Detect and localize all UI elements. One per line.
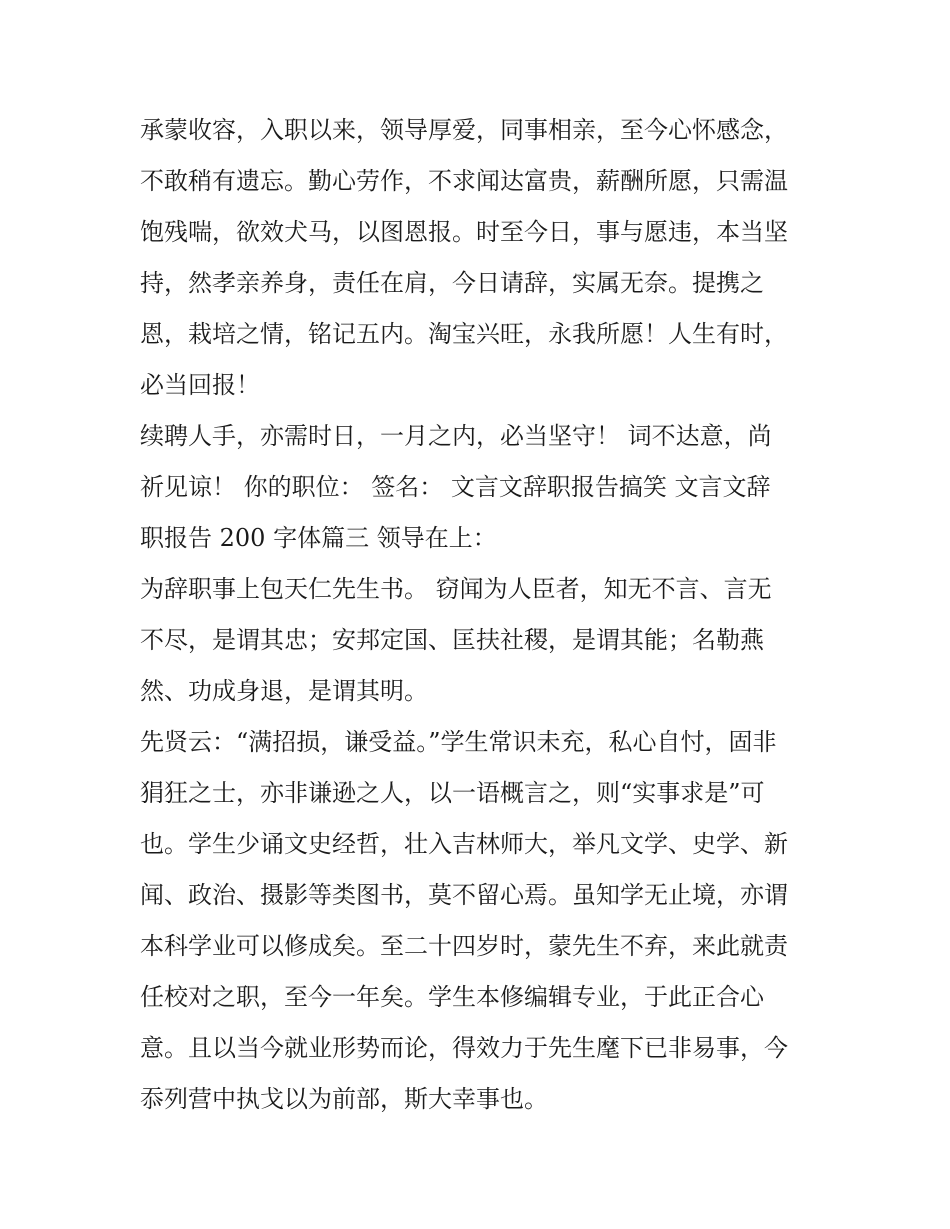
text-line: 任校对之职，至今一年矣。学生本修编辑专业，于此正合心	[140, 983, 764, 1011]
text-line: 忝列营中执戈以为前部，斯大幸事也。	[140, 1085, 548, 1113]
text-line: 职报告 200 字体篇三 领导在上：	[140, 524, 497, 552]
text-line: 为辞职事上包天仁先生书。 窃闻为人臣者，知无不言、言无	[140, 575, 772, 603]
text-line: 不敢稍有遗忘。勤心劳作，不求闻达富贵，薪酬所愿，只需温	[140, 167, 788, 195]
text-line: 续聘人手，亦需时日，一月之内，必当坚守！ 词不达意，尚	[140, 422, 772, 450]
text-line: 恩，栽培之情，铭记五内。淘宝兴旺，永我所愿！人生有时，	[140, 320, 788, 348]
text-line: 饱残喘，欲效犬马，以图恩报。时至今日，事与愿违，本当坚	[140, 218, 788, 246]
text-line: 先贤云：“满招损，谦受益。”学生常识未充，私心自忖，固非	[140, 728, 777, 756]
text-line: 然、功成身退，是谓其明。	[140, 677, 428, 705]
document-body	[140, 105, 820, 1125]
text-line: 也。学生少诵文史经哲，壮入吉林师大，举凡文学、史学、新	[140, 830, 788, 858]
text-line: 闻、政治、摄影等类图书，莫不留心焉。虽知学无止境，亦谓	[140, 881, 788, 909]
text-line: 持，然孝亲养身，责任在肩，今日请辞，实属无奈。提携之	[140, 269, 764, 297]
text-line: 不尽，是谓其忠；安邦定国、匡扶社稷，是谓其能；名勒燕	[140, 626, 764, 654]
text-line: 狷狂之士，亦非谦逊之人，以一语概言之，则“实事求是”可	[140, 779, 765, 807]
text-line: 必当回报！	[140, 371, 260, 399]
text-line: 祈见谅！ 你的职位： 签名： 文言文辞职报告搞笑 文言文辞	[140, 473, 771, 501]
text-line: 意。且以当今就业形势而论，得效力于先生麾下已非易事，今	[140, 1034, 788, 1062]
text-line: 本科学业可以修成矣。至二十四岁时，蒙先生不弃，来此就责	[140, 932, 788, 960]
text-line: 承蒙收容，入职以来，领导厚爱，同事相亲，至今心怀感念，	[140, 116, 788, 144]
